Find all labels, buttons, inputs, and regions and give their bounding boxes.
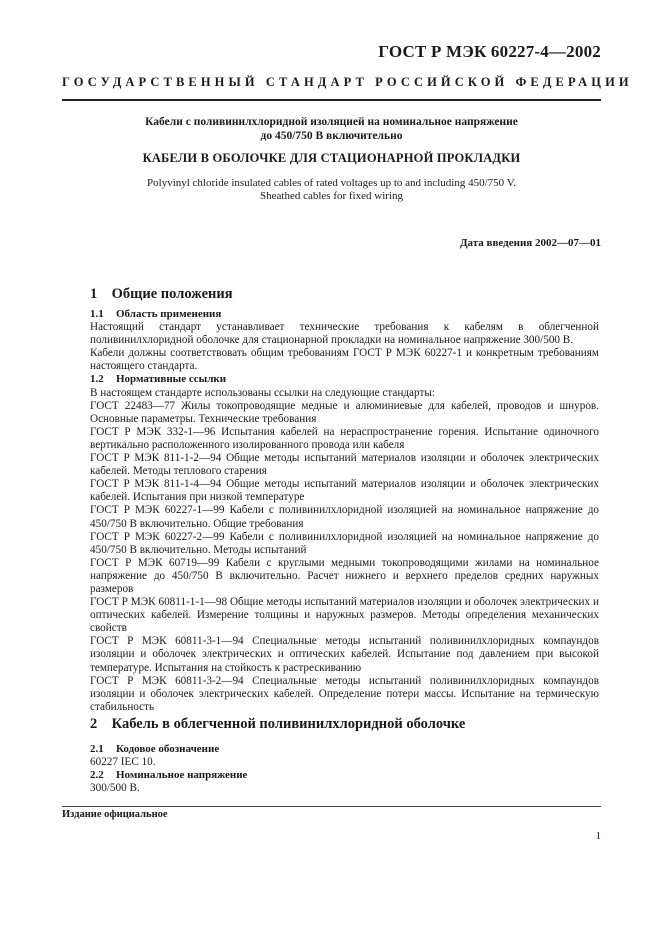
subsection-1-1-heading (90, 308, 599, 321)
reference-item: ГОСТ Р МЭК 60811-3-1—94 Специальные методы испытаний поливинилхлоридных компаундов изоляции и оболочек электрических и оптических кабелей. Испытание под давлением при высокой температуре. Испытания на стойкость к растрескиванию (90, 635, 599, 674)
subsection-1-2-heading (90, 373, 599, 386)
subsection-title: Область применения (116, 308, 222, 320)
subsection-number: 2.2 (90, 769, 104, 782)
russian-subtitle-line2: до 450/750 В включительно (260, 130, 403, 142)
subsection-2-1-heading (90, 743, 599, 756)
reference-item: ГОСТ Р МЭК 60811-3-2—94 Специальные методы испытаний поливинилхлоридных компаундов изоляции и оболочек электрических кабелей. Определение потери массы. Испытание на термическую стабильность (90, 674, 599, 713)
english-title-line1: Polyvinyl chloride insulated cables of rated voltages up to and including 450/750 V. (147, 177, 516, 189)
english-title (62, 177, 601, 202)
subsection-2-2-heading (90, 769, 599, 782)
russian-subtitle (62, 115, 601, 143)
standard-code: ГОСТ Р МЭК 60227-4—2002 (378, 42, 601, 61)
subsection-title: Кодовое обозначение (116, 743, 220, 755)
reference-item: ГОСТ Р МЭК 60811-1-1—98 Общие методы испытаний материалов изоляции и оболочек электрических и оптических кабелей. Измерение толщины и наружных размеров. Методы определения механических свойств (90, 596, 599, 635)
reference-item: ГОСТ Р МЭК 60719—99 Кабели с круглыми медными токопроводящими жилами на номинальное напряжение до 450/750 В включительно. Расчет нижнего и верхнего пределов средних наружных размеров (90, 556, 599, 595)
section-title: Кабель в облегченной поливинилхлоридной оболочке (111, 716, 466, 732)
reference-item: ГОСТ Р МЭК 60227-1—99 Кабели с поливинилхлоридной изоляцией на номинальное напряжение до 450/750 В включительно. Общие требования (90, 504, 599, 530)
official-edition-label: Издание официальное (62, 809, 168, 820)
section-title: Общие положения (111, 286, 233, 302)
subsection-number: 1.2 (90, 373, 104, 386)
rated-voltage-value: 300/500 В. (90, 782, 140, 795)
reference-item: ГОСТ 22483—77 Жилы токопроводящие медные и алюминиевые для кабелей, проводов и шнуров. Основные параметры. Технические требования (90, 399, 599, 425)
standard-title: ГОСУДАРСТВЕННЫЙ СТАНДАРТ РОССИЙСКОЙ ФЕДЕРАЦИИ (62, 75, 633, 89)
paragraph-scope: Настоящий стандарт устанавливает технические требования к кабелям в облегченной поливинилхлоридной оболочке для стационарной прокладки на номинальное напряжение 300/500 В. (90, 321, 599, 347)
footer-divider (62, 806, 601, 807)
subsection-number: 2.1 (90, 743, 104, 755)
section-1-heading (90, 286, 233, 303)
header-divider (62, 99, 601, 101)
reference-item: ГОСТ Р МЭК 332-1—96 Испытания кабелей на нераспространение горения. Испытание одиночного вертикально расположенного изолированного провода или кабеля (90, 425, 599, 451)
page-number: 1 (595, 830, 601, 842)
section-1-body (90, 308, 599, 714)
paragraph-requirements: Кабели должны соответствовать общим требованиям ГОСТ Р МЭК 60227-1 и конкретным требованиям настоящего стандарта. (90, 347, 599, 373)
references-intro: В настоящем стандарте использованы ссылки на следующие стандарты: (90, 386, 435, 399)
subsection-title: Номинальное напряжение (116, 769, 248, 782)
reference-item: ГОСТ Р МЭК 811-1-4—94 Общие методы испытаний материалов изоляции и оболочек электрических кабелей. Испытания при низкой температуре (90, 478, 599, 504)
subsection-number: 1.1 (90, 308, 104, 320)
code-designation-value: 60227 IEC 10. (90, 756, 156, 769)
reference-item: ГОСТ Р МЭК 60227-2—99 Кабели с поливинилхлоридной изоляцией на номинальное напряжение до 450/750 В включительно. Методы испытаний (90, 530, 599, 556)
section-number: 1 (90, 286, 98, 302)
reference-item: ГОСТ Р МЭК 811-1-2—94 Общие методы испытаний материалов изоляции и оболочек электрических кабелей. Методы теплового старения (90, 452, 599, 478)
section-number: 2 (90, 716, 98, 732)
russian-main-title: КАБЕЛИ В ОБОЛОЧКЕ ДЛЯ СТАЦИОНАРНОЙ ПРОКЛАДКИ (142, 151, 521, 165)
section-2-body (90, 743, 599, 795)
english-title-line2: Sheathed cables for fixed wiring (260, 189, 403, 202)
russian-subtitle-line1: Кабели с поливинилхлоридной изоляцией на номинальное напряжение (145, 116, 518, 128)
introduction-date: Дата введения 2002—07—01 (459, 237, 601, 249)
section-2-heading (90, 716, 465, 733)
subsection-title: Нормативные ссылки (116, 373, 227, 386)
